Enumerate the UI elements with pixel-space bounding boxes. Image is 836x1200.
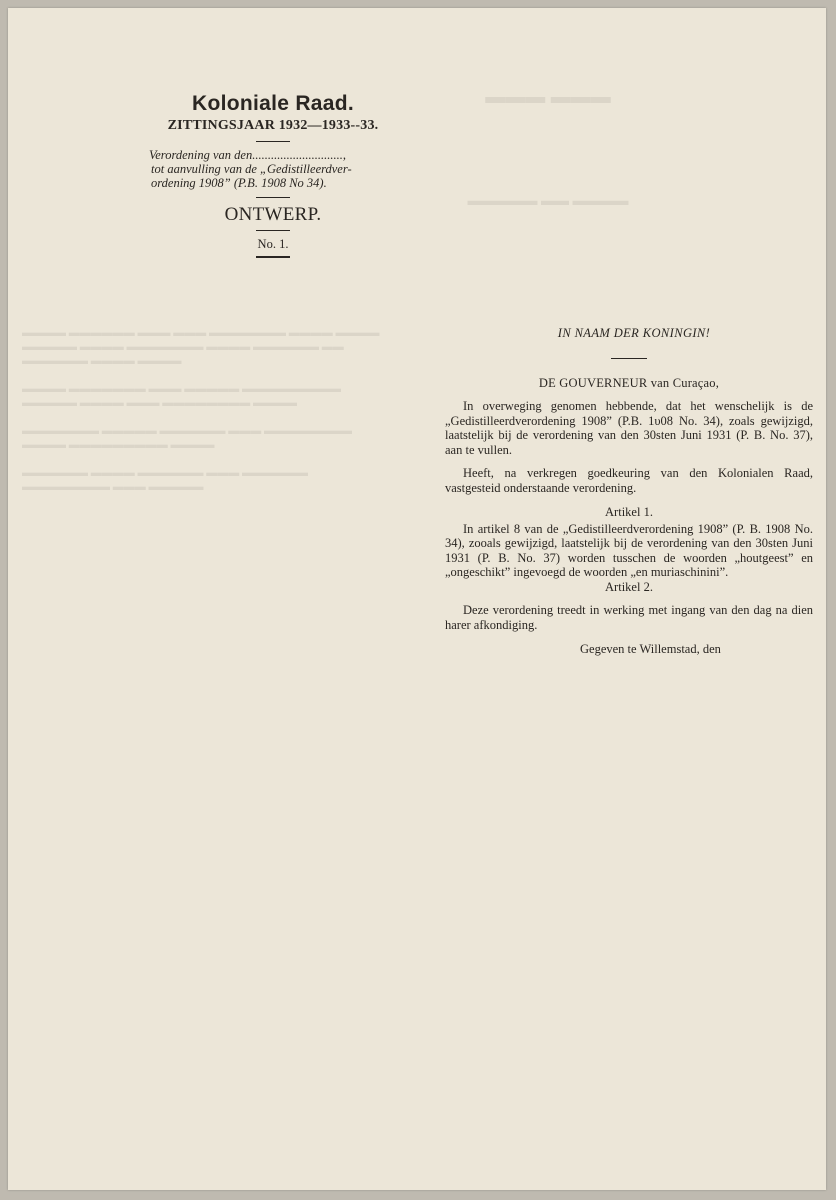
- invocation: IN NAAM DER KONINGIN!: [557, 326, 711, 340]
- governor-line: DE GOUVERNEUR van Curaçao,: [538, 375, 720, 390]
- document-header: [143, 92, 403, 258]
- divider-rule: [256, 197, 290, 198]
- bleed-through-ghost-right: ▬▬▬ ▬▬▬: [485, 86, 611, 108]
- bleed-through-ghost-right-2: ▬▬▬▬ ▬▬ ▬▬▬▬▬: [467, 194, 629, 209]
- divider-rule: [256, 230, 290, 231]
- article-2-text: Deze verordening treedt in werking met ingang van den dag na dien harer afkondiging.: [445, 603, 813, 632]
- signoff-line: Gegeven te Willemstad, den: [580, 642, 721, 656]
- document-number: No. 1.: [257, 237, 289, 251]
- ordinance-body: [445, 326, 813, 657]
- subtitle-line-1: Verordening van den.............................,: [149, 148, 346, 162]
- subtitle-line-3: ordening 1908” (P.B. 1908 No 34).: [151, 176, 327, 190]
- bleed-through-ghost-left: ▬▬▬▬ ▬▬▬▬▬▬ ▬▬▬ ▬▬▬ ▬▬▬▬▬▬▬ ▬▬▬▬ ▬▬▬▬ ▬▬▬▬▬ ▬▬▬▬ ▬▬▬▬▬▬▬ ▬▬▬▬ ▬▬▬▬▬▬ ▬▬ ▬▬▬▬▬▬ ▬▬▬▬ ▬▬▬▬ ▬▬▬▬ ▬▬▬▬▬▬▬ ▬▬▬ ▬▬▬▬▬ ▬▬▬▬▬▬▬▬▬ ▬▬▬▬▬ ▬▬▬▬ ▬▬▬ ▬▬▬▬▬▬▬▬ ▬▬▬▬ ▬▬▬▬▬▬▬ ▬▬▬▬▬ ▬▬▬▬▬▬ ▬▬▬ ▬▬▬▬▬▬▬▬ ▬▬▬▬ ▬▬▬▬▬▬▬▬▬ ▬▬▬▬ ▬▬▬▬▬▬ ▬▬▬▬ ▬▬▬▬▬▬ ▬▬▬ ▬▬▬▬▬▬ ▬▬▬▬▬▬▬▬ ▬▬▬ ▬▬▬▬▬: [22, 327, 380, 493]
- article-1-heading: Artikel 1.: [605, 505, 653, 519]
- article-1-text: In artikel 8 van de „Gedistilleerdverordening 1908” (P. B. 1908 No. 34), zooals gewijzigd, laatstelijk bij de verordening van den 30sten Juni 1931 (P. B. No. 37) worden tusschen de woorden „houtgeest” en „ongeschikt” ingevoegd de woorden „en muriaschinini”.: [445, 521, 813, 579]
- divider-rule: [256, 256, 290, 258]
- ordinance-subtitle: [143, 148, 403, 190]
- document-page: [8, 8, 826, 1190]
- divider-rule: [256, 141, 290, 142]
- session-year: ZITTINGSJAAR 1932—1933--33.: [167, 118, 379, 133]
- document-type: ONTWERP.: [224, 204, 322, 225]
- subtitle-line-2: tot aanvulling van de „Gedistilleerdver-: [151, 162, 352, 176]
- council-title: Koloniale Raad.: [191, 92, 355, 115]
- enactment-paragraph: Heeft, na verkregen goedkeuring van den Kolonialen Raad, vastgesteid onderstaande verordening.: [445, 466, 813, 495]
- article-2-heading: Artikel 2.: [605, 579, 653, 594]
- divider-rule: [611, 358, 647, 359]
- consideration-paragraph: In overweging genomen hebbende, dat het wenschelijk is de „Gedistilleerdverordening 1908” (P.B. 1υ08 No. 34), zoals gewijzigd, laatstelijk bij de verordening van den 30sten Juni 1931 (P. B. No. 37), aan te vullen.: [445, 399, 813, 457]
